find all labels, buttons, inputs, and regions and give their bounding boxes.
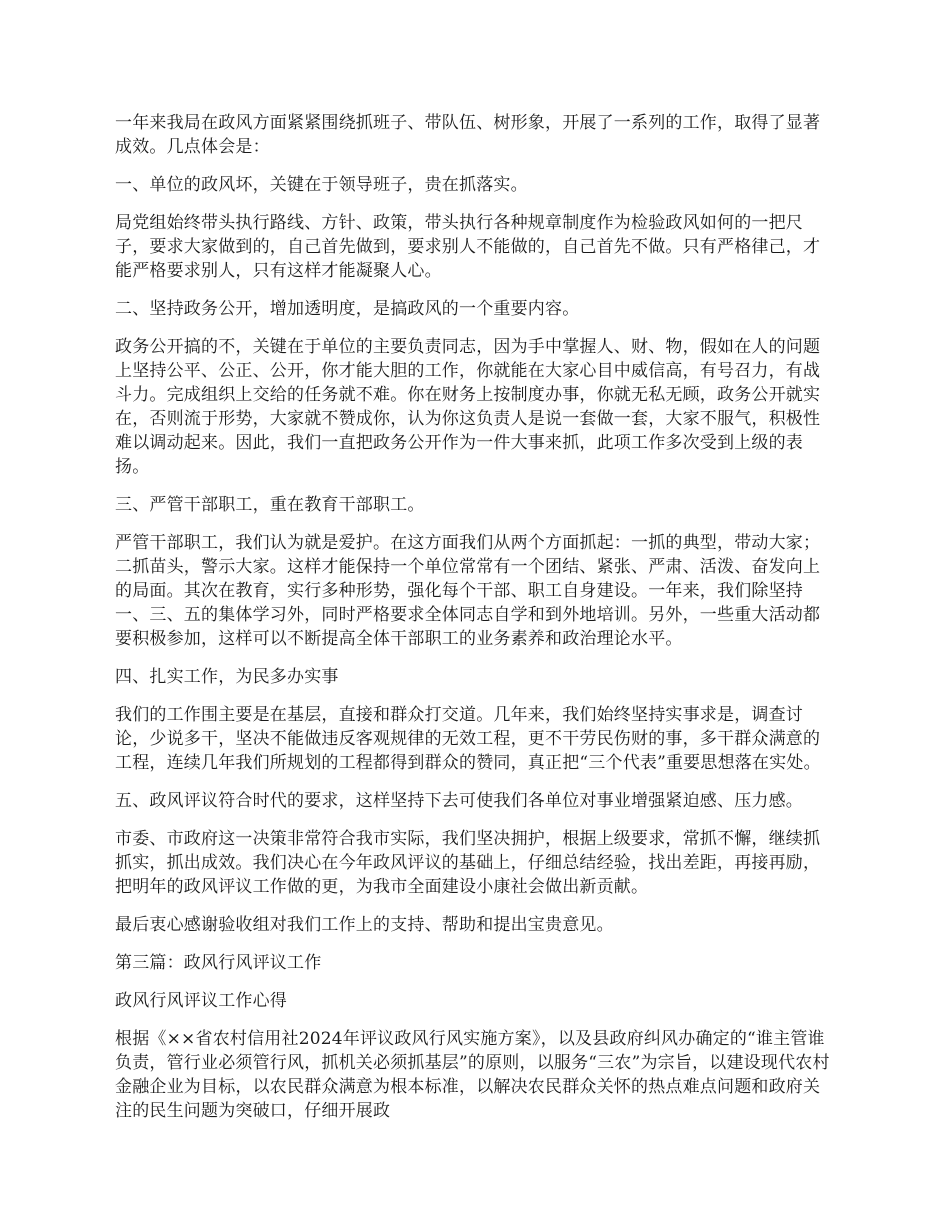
closing-paragraph: 最后衷心感谢验收组对我们工作上的支持、帮助和提出宝贵意见。 (115, 915, 614, 935)
section-heading-3: 三、严管干部职工，重在教育干部职工。 (115, 495, 425, 515)
body-paragraph: 局党组始终带头执行路线、方针、政策，带头执行各种规章制度作为检验政风如何的一把尺子，要求大家做到的，自己首先做到，要求别人不能做的，自己首先不做。只有严格律己，才能严格要求别人，只有这样才能凝聚人心。 (115, 213, 821, 281)
body-paragraph: 我们的工作围主要是在基层，直接和群众打交道。几年来，我们始终坚持实事求是，调查讨论，少说多干，坚决不能做违反客观规律的无效工程，更不干劳民伤财的事，多干群众满意的工程，连续几年我们所规划的工程都得到群众的赞同，真正把“三个代表”重要思想落在实处。 (115, 705, 821, 773)
body-paragraph: 严管干部职工，我们认为就是爱护。在这方面我们从两个方面抓起：一抓的典型，带动大家；二抓苗头，警示大家。这样才能保持一个单位常常有一个团结、紧张、严肃、活泼、奋发向上的局面。其次在教育，实行多种形势，强化每个干部、职工自身建设。一年来，我们除坚持一、三、五的集体学习外，同时严格要求全体同志自学和到外地培训。另外，一些重大活动都要积极参加，这样可以不断提高全体干部职工的业务素养和政治理论水平。 (115, 533, 821, 649)
intro-paragraph: 一年来我局在政风方面紧紧围绕抓班子、带队伍、树形象，开展了一系列的工作，取得了显著成效。几点体会是： (115, 113, 821, 157)
body-paragraph: 市委、市政府这一决策非常符合我市实际，我们坚决拥护，根据上级要求，常抓不懈，继续抓抓实，抓出成效。我们决心在今年政风评议的基础上，仔细总结经验，找出差距，再接再励，把明年的政风评议工作做的更，为我市全面建设小康社会做出新贡献。 (115, 829, 821, 897)
body-paragraph: 根据《××省农村信用社2024年评议政风行风实施方案》，以及县政府纠风办确定的“谁主管谁负责，管行业必须管行风，抓机关必须抓基层”的原则，以服务“三农”为宗旨，以建设现代农村金融企业为目标，以农民群众满意为根本标准，以解决农民群众关怀的热点难点问题和政府关注的民生问题为突破口，仔细开展政 (115, 1029, 830, 1121)
section-heading-2: 二、坚持政务公开，增加透明度，是搞政风的一个重要内容。 (115, 299, 580, 319)
article-title: 政风行风评议工作心得 (115, 991, 287, 1011)
body-paragraph: 政务公开搞的不，关键在于单位的主要负责同志，因为手中掌握人、财、物，假如在人的问题上坚持公平、公正、公开，你才能大胆的工作，你就能在大家心目中威信高，有号召力，有战斗力。完成组织上交给的任务就不难。你在财务上按制度办事，你就无私无顾，政务公开就实在，否则流于形势，大家就不赞成你，认为你这负责人是说一套做一套，大家不服气，积极性难以调动起来。因此，我们一直把政务公开作为一件大事来抓，此项工作多次受到上级的表扬。 (115, 337, 821, 477)
section-heading-1: 一、单位的政风坏，关键在于领导班子，贵在抓落实。 (115, 175, 528, 195)
section-heading-5: 五、政风评议符合时代的要求，这样坚持下去可使我们各单位对事业增强紧迫感、压力感。 (115, 791, 803, 811)
section-heading-4: 四、扎实工作，为民多办实事 (115, 667, 339, 687)
chapter-title: 第三篇：政风行风评议工作 (115, 953, 322, 973)
